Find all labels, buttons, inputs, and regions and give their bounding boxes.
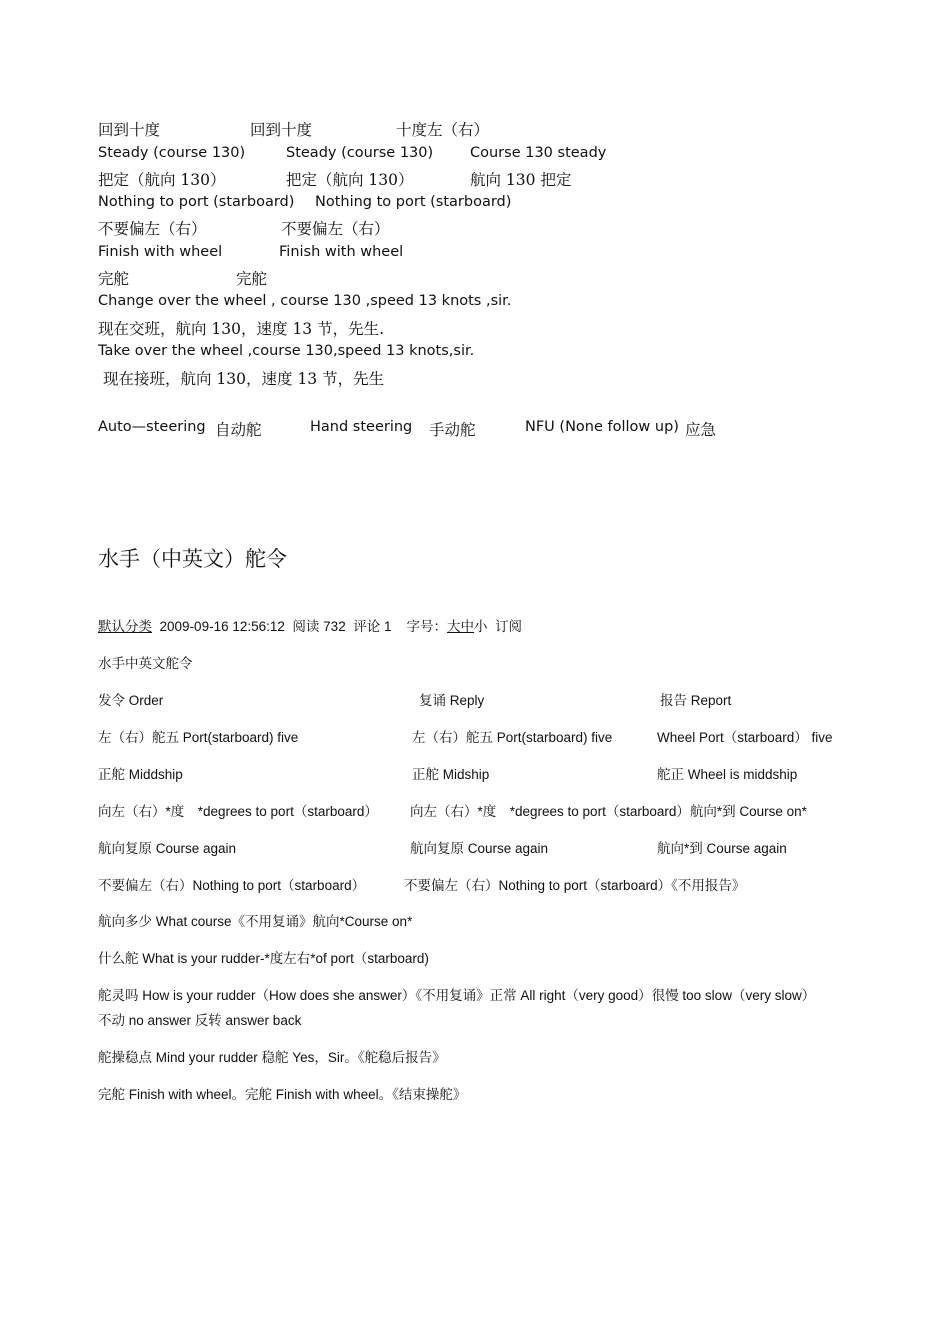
hand-steering-en: Hand steering [310, 419, 413, 435]
report-text: 航向 130 把定 [470, 171, 572, 189]
order-text: 完舵 [98, 270, 130, 288]
reply-text: 把定（航向 130） [286, 171, 414, 189]
reply-text: 航向复原 Course again [410, 841, 549, 856]
order-text: 正舵 Middship [98, 767, 183, 782]
font-size-label: 字号： [406, 619, 448, 634]
change-over-en: Change over the wheel , course 130 ,speed 13 knots ,sir. [98, 293, 512, 309]
order-header: 发令 Order [98, 693, 164, 708]
order-text: 左（右）舵五 Port(starboard) five [98, 730, 299, 745]
change-over-zh: 现在交班，航向 130，速度 13 节，先生. [98, 320, 385, 338]
reply-text: 左（右）舵五 Port(starboard) five [412, 730, 613, 745]
subscribe-link[interactable]: 订阅 [495, 619, 523, 634]
report-text: Course 130 steady [470, 145, 607, 161]
reply-text: 不要偏左（右）Nothing to port（starboard）《不用报告》 [404, 878, 746, 893]
paragraph: 航向多少 What course《不用复诵》航向*Course on* [98, 914, 413, 929]
paragraph: 什么舵 What is your rudder-*度左右*of port（starboard) [98, 951, 429, 966]
report-text: 舵正 Wheel is middship [657, 767, 798, 782]
order-text: Steady (course 130) [98, 145, 246, 161]
reply-text: 回到十度 [250, 121, 313, 139]
nfu-steering-zh: 应急 [685, 421, 717, 439]
order-text: 不要偏左（右）Nothing to port（starboard） [98, 878, 366, 893]
order-text: 把定（航向 130） [98, 171, 226, 189]
reply-text: 正舵 Midship [412, 767, 490, 782]
order-text: Nothing to port (starboard) [98, 194, 295, 210]
report-text: 航向*到 Course again [657, 841, 787, 856]
nfu-steering-en: NFU (None follow up) [525, 419, 679, 435]
reply-text: Finish with wheel [279, 244, 404, 260]
post-datetime: 2009-09-16 12:56:12 [159, 619, 285, 634]
hand-steering-zh: 手动舵 [429, 421, 476, 439]
paragraph: 完舵 Finish with wheel。完舵 Finish with wheel。《结束操舵》 [98, 1087, 467, 1102]
font-size-large-link[interactable]: 大 [447, 619, 461, 634]
paragraph: 舵灵吗 How is your rudder（How does she answer）《不用复诵》正常 All right（very good）很慢 too slow（very slow） [98, 988, 816, 1003]
paragraph: 不动 no answer 反转 answer back [98, 1013, 302, 1028]
order-text: 航向复原 Course again [98, 841, 237, 856]
auto-steering-zh: 自动舵 [215, 421, 262, 439]
reply-text: Steady (course 130) [286, 145, 434, 161]
reply-header: 复诵 Reply [419, 693, 485, 708]
auto-steering-en: Auto—steering [98, 419, 206, 435]
category-link[interactable]: 默认分类 [98, 619, 152, 634]
take-over-zh: 现在接班，航向 130，速度 13 节，先生 [103, 370, 385, 388]
read-count: 阅读 732 [292, 619, 346, 634]
article-meta [98, 615, 522, 635]
comment-count: 评论 1 [353, 619, 392, 634]
page-title: 水手（中英文）舵令 [98, 547, 287, 571]
take-over-en: Take over the wheel ,course 130,speed 13 knots,sir. [98, 343, 475, 359]
reply-text: 不要偏左（右） [281, 220, 390, 238]
font-size-medium-link[interactable]: 中 [460, 619, 475, 634]
order-text: Finish with wheel [98, 244, 223, 260]
reply-report-text: 向左（右）*度 *degrees to port（starboard）航向*到 Course on* [410, 804, 807, 819]
reply-text: Nothing to port (starboard) [315, 194, 512, 210]
order-text: 不要偏左（右） [98, 220, 207, 238]
article-subtitle: 水手中英文舵令 [98, 656, 193, 671]
report-header: 报告 Report [660, 693, 732, 708]
font-size-small-link[interactable]: 小 [474, 619, 488, 634]
paragraph: 舵操稳点 Mind your rudder 稳舵 Yes，Sir。《舵稳后报告》 [98, 1050, 446, 1065]
reply-text: 完舵 [236, 270, 268, 288]
order-text: 向左（右）*度 *degrees to port（starboard） [98, 804, 378, 819]
report-text: Wheel Port（starboard） five [657, 730, 833, 745]
order-text: 回到十度 [98, 121, 161, 139]
report-text: 十度左（右） [396, 121, 490, 139]
